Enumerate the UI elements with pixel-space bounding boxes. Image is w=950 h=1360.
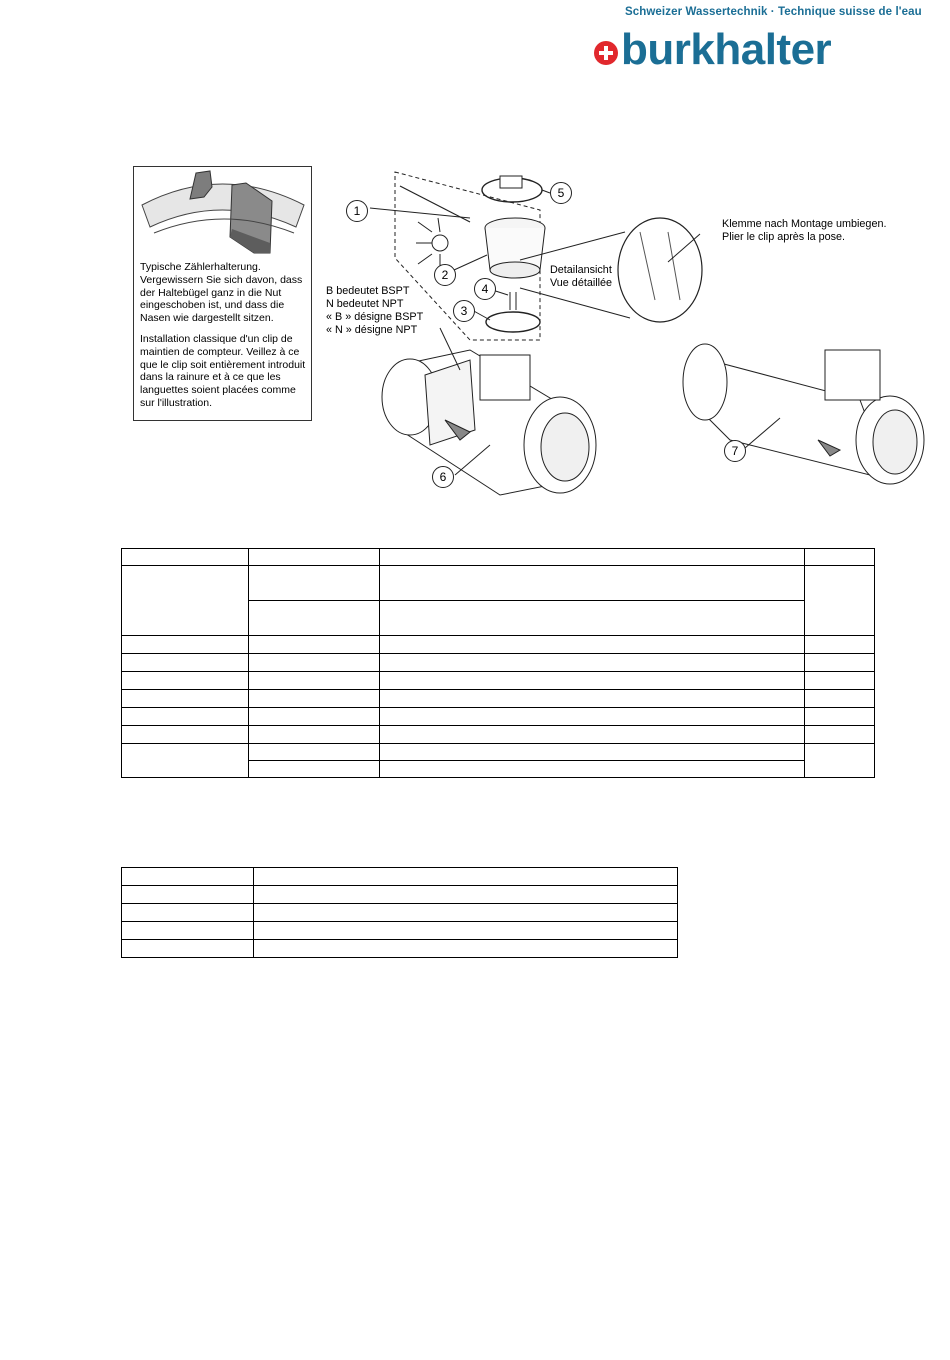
parts-table — [121, 548, 875, 778]
inset-text-de: Typische Zählerhalterung. Vergewissern Sie sich davon, dass der Haltebügel ganz in die Nut eingeschoben ist, und dass die Nasen wie dargestellt sitzen. — [140, 261, 303, 325]
logo-wordmark: burkhalter — [621, 25, 832, 74]
table-row — [122, 726, 875, 744]
table-row — [122, 566, 875, 601]
table-row — [122, 868, 678, 886]
table-row — [122, 922, 678, 940]
clip-note — [722, 218, 886, 244]
secondary-table — [121, 867, 678, 958]
table-row — [122, 672, 875, 690]
table-row — [122, 690, 875, 708]
detail-view-label — [550, 264, 612, 290]
thread-de-b: B bedeutet BSPT — [326, 285, 410, 297]
part-number-5: 5 — [550, 182, 572, 204]
part-number-4: 4 — [474, 278, 496, 300]
table-row — [122, 744, 875, 761]
part-number-3: 3 — [453, 300, 475, 322]
inset-text-fr: Installation classique d'un clip de maintien de compteur. Veillez à ce que le clip soit entièrement introduit dans la rainure et à ce que les languettes soient placées comme sur l'illustration. — [140, 332, 306, 409]
part-number-1: 1 — [346, 200, 368, 222]
clip-fr: Plier le clip après la pose. — [722, 231, 846, 243]
table-row — [122, 708, 875, 726]
table-row — [122, 654, 875, 672]
thread-legend — [326, 285, 423, 337]
table-row — [122, 940, 678, 958]
company-tagline: Schweizer Wassertechnik · Technique suisse de l'eau — [625, 6, 922, 18]
table-row — [122, 886, 678, 904]
part-number-6: 6 — [432, 466, 454, 488]
part-number-2: 2 — [434, 264, 456, 286]
detail-de: Detailansicht — [550, 264, 612, 276]
table-row — [122, 904, 678, 922]
meter-assembly-drawing — [0, 0, 950, 520]
thread-de-n: N bedeutet NPT — [326, 298, 404, 310]
clip-de: Klemme nach Montage umbiegen. — [722, 218, 887, 230]
part-number-7: 7 — [724, 440, 746, 462]
thread-fr-n: « N » désigne NPT — [326, 324, 418, 336]
thread-fr-b: « B » désigne BSPT — [326, 311, 424, 323]
table-row — [122, 549, 875, 566]
detail-fr: Vue détaillée — [550, 277, 613, 289]
table-row — [122, 636, 875, 654]
